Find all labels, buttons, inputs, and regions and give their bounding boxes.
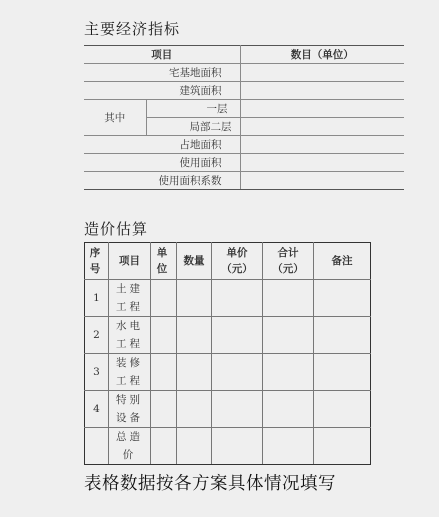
row-item: 总造价 [109, 428, 151, 465]
row-building: 建筑面积 [84, 82, 240, 100]
header-qty: 数量 [177, 243, 212, 280]
table-row [85, 354, 371, 391]
header-unit: 单位 [151, 243, 177, 280]
row-no [85, 428, 109, 465]
row-land: 占地面积 [84, 136, 240, 154]
footer-note: 表格数据按各方案具体情况填写 [84, 474, 336, 494]
section2-title: 造价估算 [84, 220, 149, 238]
value-cell [240, 82, 404, 100]
header-item: 项目 [109, 243, 151, 280]
row-item: 土建工程 [109, 280, 151, 317]
section1-title: 主要经济指标 [84, 20, 181, 38]
value-cell [240, 136, 404, 154]
row-no: 2 [85, 317, 109, 354]
economic-indicators-table [84, 45, 404, 190]
header-item: 项目 [84, 46, 240, 64]
table-row [85, 317, 371, 354]
header-price: 单价（元） [212, 243, 263, 280]
table-row [85, 280, 371, 317]
row-no: 3 [85, 354, 109, 391]
row-usage: 使用面积 [84, 154, 240, 172]
table-row [85, 391, 371, 428]
value-cell [240, 64, 404, 82]
row-among: 其中 [84, 100, 146, 136]
row-no: 1 [85, 280, 109, 317]
row-item: 水电工程 [109, 317, 151, 354]
row-floor1: 一层 [146, 100, 240, 118]
header-value: 数目（单位） [240, 46, 404, 64]
value-cell [240, 154, 404, 172]
row-no: 4 [85, 391, 109, 428]
row-coef: 使用面积系数 [84, 172, 240, 190]
header-note: 备注 [314, 243, 371, 280]
header-total: 合计（元） [263, 243, 314, 280]
value-cell [240, 100, 404, 118]
value-cell [240, 172, 404, 190]
row-homestead: 宅基地面积 [84, 64, 240, 82]
value-cell [240, 118, 404, 136]
row-item: 装修工程 [109, 354, 151, 391]
cost-estimate-table [84, 242, 371, 465]
header-no: 序号 [85, 243, 109, 280]
row-item: 特别设备 [109, 391, 151, 428]
row-floor2: 局部二层 [146, 118, 240, 136]
table-row [85, 428, 371, 465]
